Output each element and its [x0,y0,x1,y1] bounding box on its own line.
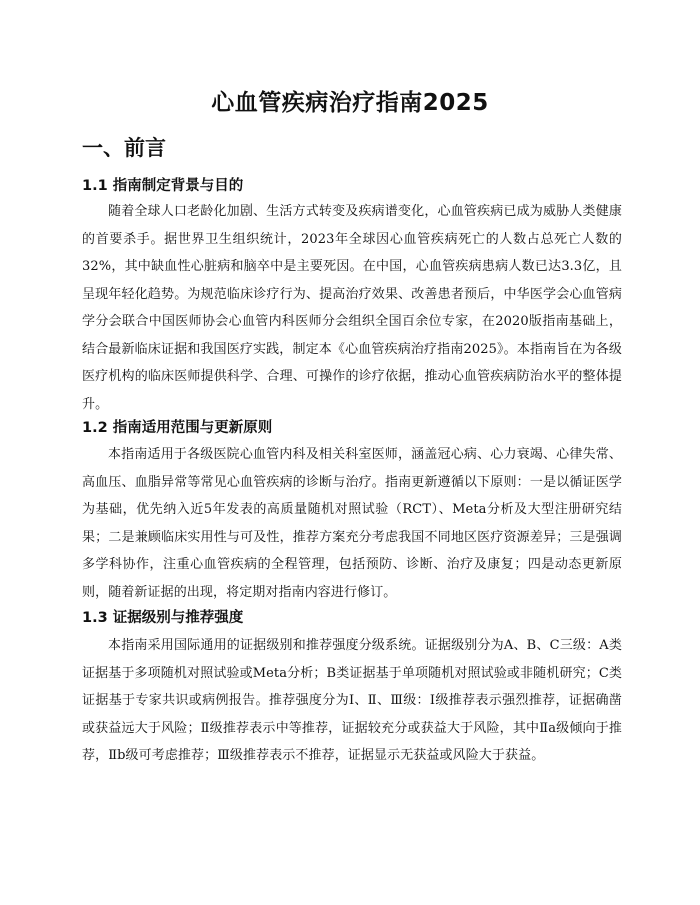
subsection-heading-background: 1.1 指南制定背景与目的 [82,178,244,194]
document-title: 心血管疾病治疗指南2025 [211,90,489,116]
paragraph-evidence: 本指南采用国际通用的证据级别和推荐强度分级系统。证据级别分为A、B、C三级：A类证据基于多项随机对照试验或Meta分析；B类证据基于单项随机对照试验或非随机研究；C类证据基于专家共识或病例报告。推荐强度分为Ⅰ、Ⅱ、Ⅲ级：Ⅰ级推荐表示强烈推荐，证据确凿或获益远大于风险；Ⅱ级推荐表示中等推荐，证据较充分或获益大于风险，其中Ⅱa级倾向于推荐，Ⅱb级可考虑推荐；Ⅲ级推荐表示不推荐，证据显示无获益或风险大于获益。 [82,638,622,763]
section-heading-preface: 一、前言 [82,136,166,160]
subsection-heading-scope: 1.2 指南适用范围与更新原则 [82,420,273,436]
subsection-heading-evidence: 1.3 证据级别与推荐强度 [82,610,244,626]
paragraph-scope: 本指南适用于各级医院心血管内科及相关科室医师，涵盖冠心病、心力衰竭、心律失常、高血压、血脂异常等常见心血管疾病的诊断与治疗。指南更新遵循以下原则：一是以循证医学为基础，优先纳入近5年发表的高质量随机对照试验（RCT）、Meta分析及大型注册研究结果；二是兼顾临床实用性与可及性，推荐方案充分考虑我国不同地区医疗资源差异；三是强调多学科协作，注重心血管疾病的全程管理，包括预防、诊断、治疗及康复；四是动态更新原则，随着新证据的出现，将定期对指南内容进行修订。 [82,447,622,600]
paragraph-background: 随着全球人口老龄化加剧、生活方式转变及疾病谱变化，心血管疾病已成为威胁人类健康的首要杀手。据世界卫生组织统计，2023年全球因心血管疾病死亡的人数占总死亡人数的32%，其中缺血性心脏病和脑卒中是主要死因。在中国，心血管疾病患病人数已达3.3亿，且呈现年轻化趋势。为规范临床诊疗行为、提高治疗效果、改善患者预后，中华医学会心血管病学分会联合中国医师协会心血管内科医师分会组织全国百余位专家，在2020版指南基础上，结合最新临床证据和我国医疗实践，制定本《心血管疾病治疗指南2025》。本指南旨在为各级医疗机构的临床医师提供科学、合理、可操作的诊疗依据，推动心血管疾病防治水平的整体提升。 [82,204,622,412]
